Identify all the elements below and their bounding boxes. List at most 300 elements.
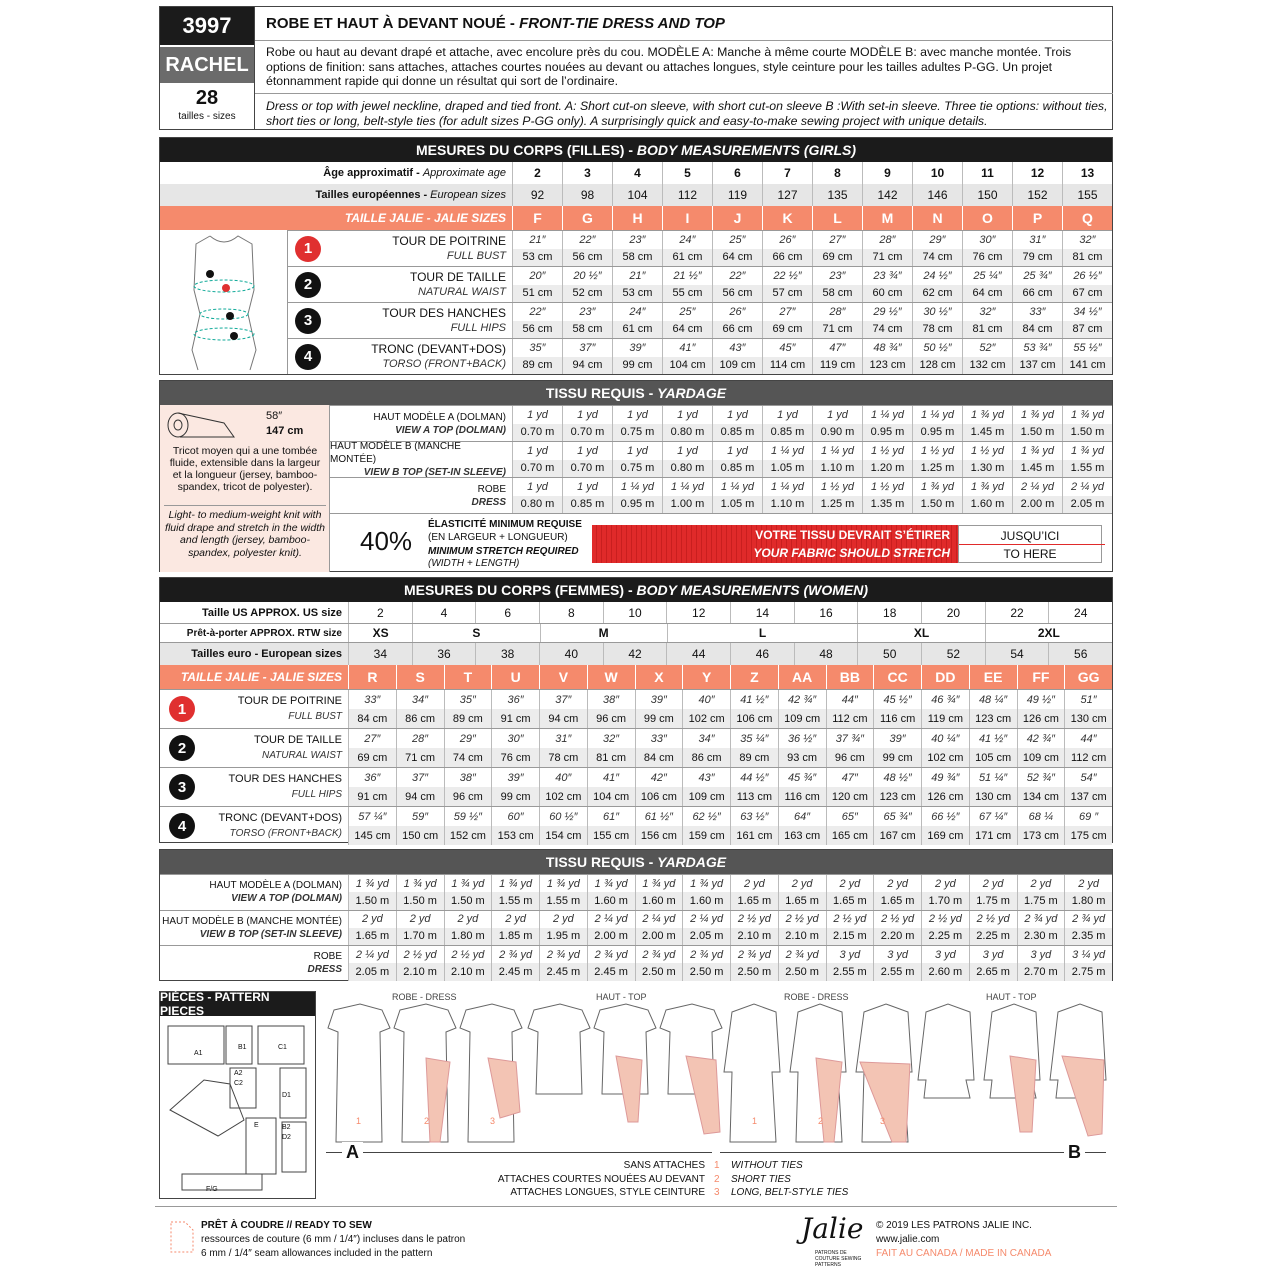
cm-value: 93 cm — [779, 748, 826, 767]
inch-value: 32″ — [1079, 233, 1096, 246]
measure-label — [204, 807, 348, 845]
cm-value: 130 cm — [1065, 709, 1112, 728]
m-value: 1.80 m — [445, 928, 492, 945]
yd-value: 2 ¼ yd — [1070, 480, 1105, 493]
measure-cell — [1064, 729, 1112, 767]
top-label-a: HAUT - TOP — [596, 992, 647, 1002]
measure-cell — [862, 231, 912, 266]
description-en: Dress or top with jewel neckline, draped and tied front. A: Short cut-on sleeve, with short cut-on sleeve B :With set-in sleeve. Three tie options: without ties, short ties or long, belt-style ties (for adult sizes P-GG only). A surprisingly quick and easy-to-make sewing project with unique details. — [266, 99, 1108, 128]
us-size-cell: 10 — [603, 602, 667, 623]
m-value: 2.00 m — [636, 928, 683, 945]
measure-cell — [444, 768, 492, 806]
inch-value: 69 ″ — [1079, 810, 1099, 823]
inch-value: 29 ½″ — [873, 305, 902, 318]
fabric-info — [160, 405, 330, 572]
cm-value: 81 cm — [588, 748, 635, 767]
measure-cell — [662, 303, 712, 338]
age-cell: 3 — [562, 162, 612, 184]
inch-value: 40″ — [698, 693, 715, 706]
euro-cell: 135 — [812, 184, 862, 206]
measure-cell — [562, 339, 612, 374]
legend-en: LONG, BELT-STYLE TIES — [731, 1187, 849, 1198]
m-value: 1.30 m — [963, 460, 1012, 478]
pattern-piece-label: C2 — [234, 1080, 243, 1087]
yardage-cell — [562, 442, 612, 477]
women-yardage — [159, 849, 1113, 981]
measure-cell — [1062, 303, 1112, 338]
measure-cell — [1062, 339, 1112, 374]
measure-cell — [512, 339, 562, 374]
measure-cell — [612, 267, 662, 302]
euro-size-cell: 54 — [985, 643, 1049, 665]
measure-cell — [1017, 729, 1065, 767]
women-yardage-title: TISSU REQUIS - YARDAGE — [160, 850, 1112, 874]
cm-value: 173 cm — [1018, 826, 1065, 845]
website[interactable]: www.jalie.com — [876, 1234, 940, 1245]
measure-cell — [969, 807, 1017, 845]
euro-cell: 127 — [762, 184, 812, 206]
m-value: 0.70 m — [563, 424, 612, 442]
inch-value: 33″ — [364, 693, 381, 706]
legend-number: 1 — [714, 1160, 720, 1171]
measure-cell — [512, 303, 562, 338]
measure-cell — [762, 267, 812, 302]
cm-value: 56 cm — [513, 321, 562, 339]
cm-value: 55 cm — [663, 285, 712, 303]
inch-value: 44 ½″ — [740, 771, 769, 784]
inch-value: 48 ¼″ — [978, 693, 1008, 706]
yardage-name-fr: HAUT MODÈLE A (DOLMAN) — [209, 880, 342, 892]
pattern-piece-icon — [169, 1220, 195, 1254]
yardage-cell — [778, 946, 826, 981]
m-value: 1.65 m — [874, 892, 921, 909]
yd-value: 2 ½ yd — [976, 913, 1010, 926]
legend-fr: SANS ATTACHES — [623, 1160, 705, 1171]
inch-value: 67 ¼″ — [978, 810, 1008, 823]
measure-cell — [539, 768, 587, 806]
fabric-width-cm: 147 cm — [266, 425, 304, 437]
inch-value: 36″ — [364, 771, 381, 784]
m-value: 1.50 m — [445, 892, 492, 909]
cm-value: 91 cm — [349, 787, 396, 806]
yd-value: 3 yd — [982, 948, 1004, 961]
measure-cell — [812, 339, 862, 374]
measure-cell — [1064, 690, 1112, 728]
rtw-size-cell: 2XL — [985, 624, 1112, 642]
yardage-cell — [826, 911, 874, 946]
yd-value: 2 ¾ yd — [499, 948, 533, 961]
m-value: 1.70 m — [922, 892, 969, 909]
inch-value: 65″ — [841, 810, 858, 823]
yardage-cell — [612, 406, 662, 441]
age-cell: 11 — [962, 162, 1012, 184]
inch-value: 29″ — [929, 233, 946, 246]
yardage-cell — [491, 946, 539, 981]
yardage-cell — [587, 875, 635, 910]
yardage-cell — [1062, 442, 1112, 477]
measure-name-fr: TOUR DES HANCHES — [382, 305, 506, 320]
measure-cell — [1012, 303, 1062, 338]
inch-value: 57 ¼″ — [358, 810, 387, 823]
cm-value: 171 cm — [970, 826, 1017, 845]
m-value: 2.00 m — [588, 928, 635, 945]
rtw-size-cell: XL — [857, 624, 984, 642]
us-size-cell: 8 — [539, 602, 603, 623]
euro-size-cell: 34 — [348, 643, 412, 665]
yardage-cell — [682, 911, 730, 946]
m-value: 0.70 m — [513, 460, 562, 478]
measure-name-fr: TOUR DE POITRINE — [237, 695, 342, 707]
m-value: 1.35 m — [863, 496, 912, 514]
measure-cell — [539, 729, 587, 767]
measure-cell — [1062, 231, 1112, 266]
yd-value: 2 yd — [934, 877, 956, 890]
measure-number-badge: 1 — [295, 236, 321, 262]
measure-cell — [873, 807, 921, 845]
inch-value: 64″ — [794, 810, 811, 823]
cm-value: 86 cm — [683, 748, 730, 767]
cm-value: 71 cm — [397, 748, 444, 767]
yardage-cell — [539, 875, 587, 910]
garment-illustrations — [320, 1002, 1113, 1162]
m-value: 0.95 m — [613, 496, 662, 514]
inch-value: 60″ — [507, 810, 524, 823]
euro-label — [160, 184, 512, 206]
yd-value: 2 ½ yd — [928, 913, 962, 926]
m-value: 2.45 m — [540, 963, 587, 980]
cm-value: 159 cm — [683, 826, 730, 845]
inch-value: 37″ — [579, 341, 596, 354]
yardage-cell — [862, 442, 912, 477]
girls-measurements — [159, 137, 1113, 375]
allowance-fr: ressources de couture (6 mm / 1/4″) incluses dans le patron — [201, 1234, 466, 1245]
yardage-cell — [962, 406, 1012, 441]
yd-value: 1 yd — [527, 408, 548, 421]
jalie-size-cell: Z — [730, 665, 778, 689]
m-value: 1.65 m — [827, 892, 874, 909]
m-value: 1.50 m — [1013, 424, 1062, 442]
pattern-pieces — [159, 991, 316, 1199]
measure-cell — [348, 690, 396, 728]
yardage-cell — [1017, 911, 1065, 946]
m-value: 1.50 m — [397, 892, 444, 909]
jalie-size-label: TAILLE JALIE - JALIE SIZES — [180, 670, 342, 684]
cm-value: 74 cm — [913, 249, 962, 267]
m-value: 1.65 m — [779, 892, 826, 909]
rtw-size-cell: XS — [348, 624, 412, 642]
copyright: © 2019 LES PATRONS JALIE INC. — [876, 1220, 1032, 1231]
yd-value: 2 yd — [552, 913, 574, 926]
measure-number-badge: 2 — [169, 735, 195, 761]
inch-value: 59 ½″ — [453, 810, 483, 823]
measure-name-en: FULL HIPS — [450, 321, 506, 334]
yardage-cell — [873, 875, 921, 910]
yardage-label — [330, 478, 512, 513]
m-value: 2.05 m — [683, 928, 730, 945]
cm-value: 64 cm — [963, 285, 1012, 303]
cm-value: 84 cm — [349, 709, 396, 728]
inch-value: 65 ¾″ — [883, 810, 912, 823]
euro-cell: 98 — [562, 184, 612, 206]
measure-cell — [612, 339, 662, 374]
m-value: 1.60 m — [683, 892, 730, 909]
yardage-cell — [539, 911, 587, 946]
inch-value: 25 ¾″ — [1023, 269, 1052, 282]
yd-value: 2 ½ yd — [403, 948, 437, 961]
cm-value: 91 cm — [492, 709, 539, 728]
measure-cell — [826, 729, 874, 767]
measure-cell — [862, 339, 912, 374]
yd-value: 1 ¾ yd — [594, 877, 628, 890]
cm-value: 51 cm — [513, 285, 562, 303]
age-cell: 8 — [812, 162, 862, 184]
inch-value: 23″ — [629, 233, 646, 246]
measure-cell — [778, 729, 826, 767]
m-value: 0.85 m — [563, 496, 612, 514]
yardage-cell — [491, 911, 539, 946]
garment-number: 2 — [424, 1116, 430, 1126]
measure-name-fr: TOUR DE TAILLE — [409, 269, 506, 284]
cm-value: 167 cm — [874, 826, 921, 845]
jalie-size-cell: EE — [969, 665, 1017, 689]
yardage-cell — [587, 911, 635, 946]
inch-value: 35 ¼″ — [740, 732, 769, 745]
yd-value: 2 ¾ yd — [1024, 913, 1058, 926]
inch-value: 40″ — [555, 771, 572, 784]
m-value: 0.75 m — [613, 460, 662, 478]
measure-cell — [1012, 231, 1062, 266]
m-value: 0.95 m — [863, 424, 912, 442]
yd-value: 2 ½ yd — [833, 913, 867, 926]
garment-number: 1 — [752, 1116, 758, 1126]
dress-label-b: ROBE - DRESS — [784, 992, 849, 1002]
inch-value: 59″ — [412, 810, 429, 823]
yardage-label — [160, 946, 348, 981]
m-value: 2.25 m — [970, 928, 1017, 945]
inch-value: 45 ¾″ — [787, 771, 817, 784]
m-value: 1.60 m — [963, 496, 1012, 514]
us-size-cell: 12 — [666, 602, 730, 623]
yd-value: 1 ½ yd — [870, 480, 905, 493]
body-figure — [160, 230, 288, 374]
measure-cell — [635, 690, 683, 728]
cm-value: 116 cm — [779, 787, 826, 806]
rtw-size-cell: M — [540, 624, 667, 642]
cm-value: 96 cm — [445, 787, 492, 806]
cm-value: 145 cm — [349, 826, 396, 845]
yardage-cell — [512, 442, 562, 477]
inch-value: 35″ — [459, 693, 476, 706]
cm-value: 169 cm — [922, 826, 969, 845]
inch-value: 62 ½″ — [692, 810, 721, 823]
inch-value: 24″ — [629, 305, 646, 318]
measure-cell — [587, 690, 635, 728]
age-cell: 13 — [1062, 162, 1112, 184]
cm-value: 61 cm — [613, 321, 662, 339]
yd-value: 1 ¾ yd — [1020, 444, 1055, 457]
inch-value: 50 ½″ — [923, 341, 952, 354]
yd-value: 2 ¼ yd — [355, 948, 389, 961]
jalie-size-cell: J — [712, 206, 762, 230]
jalie-size-cell: GG — [1064, 665, 1112, 689]
yardage-cell — [512, 478, 562, 513]
yd-value: 1 ¼ yd — [870, 408, 905, 421]
cm-value: 71 cm — [863, 249, 912, 267]
euro-cell: 150 — [962, 184, 1012, 206]
yardage-cell — [730, 911, 778, 946]
yardage-cell — [444, 875, 492, 910]
cm-value: 112 cm — [827, 709, 874, 728]
us-size-cell: 6 — [475, 602, 539, 623]
cm-value: 104 cm — [663, 357, 712, 375]
legend-en: SHORT TIES — [731, 1173, 791, 1185]
measure-cell — [1012, 339, 1062, 374]
age-label — [160, 162, 512, 184]
measure-cell — [762, 303, 812, 338]
measure-cell — [396, 690, 444, 728]
measure-cell — [712, 231, 762, 266]
pattern-piece-label: D2 — [282, 1134, 291, 1141]
cm-value: 105 cm — [970, 748, 1017, 767]
measure-cell — [1062, 267, 1112, 302]
measure-cell — [969, 768, 1017, 806]
jalie-size-cell: F — [512, 206, 562, 230]
euro-cell: 142 — [862, 184, 912, 206]
age-cell: 9 — [862, 162, 912, 184]
inch-value: 27″ — [779, 305, 796, 318]
m-value: 1.25 m — [813, 496, 862, 514]
jalie-size-cell: W — [587, 665, 635, 689]
cm-value: 102 cm — [922, 748, 969, 767]
stretch-fr2: (EN LARGEUR + LONGUEUR) — [428, 532, 568, 543]
yardage-cell — [912, 478, 962, 513]
inch-value: 40 ¼″ — [931, 732, 960, 745]
cm-value: 64 cm — [663, 321, 712, 339]
yardage-cell — [396, 946, 444, 981]
cm-value: 134 cm — [1018, 787, 1065, 806]
jalie-size-cell: O — [962, 206, 1012, 230]
inch-value: 22″ — [729, 269, 746, 282]
inch-value: 22″ — [529, 305, 546, 318]
cm-value: 114 cm — [763, 357, 812, 375]
jalie-size-cell: BB — [826, 665, 874, 689]
yd-value: 1 ¾ yd — [1070, 444, 1105, 457]
measure-cell — [512, 231, 562, 266]
cm-value: 126 cm — [1018, 709, 1065, 728]
cm-value: 116 cm — [874, 709, 921, 728]
measure-cell — [921, 807, 969, 845]
m-value: 1.75 m — [1018, 892, 1065, 909]
yardage-cell — [826, 946, 874, 981]
inch-value: 43″ — [698, 771, 715, 784]
yd-value: 1 yd — [627, 444, 648, 457]
cm-value: 99 cm — [874, 748, 921, 767]
inch-value: 32″ — [603, 732, 620, 745]
yardage-row — [160, 945, 1112, 981]
cm-value: 79 cm — [1013, 249, 1062, 267]
age-cell: 4 — [612, 162, 662, 184]
m-value: 1.45 m — [963, 424, 1012, 442]
measure-cell — [778, 690, 826, 728]
m-value: 2.00 m — [1013, 496, 1062, 514]
measure-cell — [912, 231, 962, 266]
inch-value: 34″ — [698, 732, 715, 745]
measure-cell — [635, 768, 683, 806]
measure-cell — [873, 729, 921, 767]
cm-value: 109 cm — [683, 787, 730, 806]
inch-value: 61″ — [603, 810, 620, 823]
inch-value: 38″ — [603, 693, 620, 706]
yd-value: 2 ¼ yd — [594, 913, 628, 926]
cm-value: 74 cm — [445, 748, 492, 767]
yd-value: 2 yd — [791, 877, 813, 890]
measure-cell — [873, 690, 921, 728]
measure-cell — [587, 807, 635, 845]
measure-cell — [491, 768, 539, 806]
jalie-size-cell: FF — [1017, 665, 1065, 689]
measure-number-cell — [288, 267, 328, 302]
cm-value: 123 cm — [874, 787, 921, 806]
yardage-cell — [444, 911, 492, 946]
view-b-letter: B — [1064, 1142, 1085, 1163]
measure-cell — [812, 231, 862, 266]
yd-value: 3 yd — [839, 948, 861, 961]
cm-value: 130 cm — [970, 787, 1017, 806]
inch-value: 66 ½″ — [931, 810, 960, 823]
yardage-cell — [712, 442, 762, 477]
measure-cell — [587, 729, 635, 767]
inch-value: 43″ — [729, 341, 746, 354]
age-label-en: Approximate age — [422, 167, 506, 179]
yd-value: 1 yd — [777, 408, 798, 421]
measure-cell — [826, 807, 874, 845]
cm-value: 56 cm — [563, 249, 612, 267]
girls-yardage-title: TISSU REQUIS - YARDAGE — [160, 381, 1112, 405]
stretch-section — [330, 513, 1112, 572]
measure-name-fr: TRONC (DEVANT+DOS) — [371, 341, 506, 356]
inch-value: 41″ — [679, 341, 696, 354]
yardage-cell — [778, 911, 826, 946]
m-value: 1.55 m — [540, 892, 587, 909]
yd-value: 2 ½ yd — [881, 913, 915, 926]
inch-value: 28″ — [829, 305, 846, 318]
garment-number: 3 — [490, 1116, 496, 1126]
euro-size-cell: 46 — [730, 643, 794, 665]
yd-value: 2 ½ yd — [785, 913, 819, 926]
measure-label — [204, 690, 348, 728]
yd-value: 2 yd — [743, 877, 765, 890]
m-value: 1.85 m — [492, 928, 539, 945]
yd-value: 2 ¼ yd — [690, 913, 724, 926]
measure-cell — [396, 729, 444, 767]
m-value: 1.00 m — [663, 496, 712, 514]
women-measure-row — [160, 689, 1112, 728]
yardage-row — [160, 874, 1112, 910]
yardage-cell — [962, 478, 1012, 513]
measure-cell — [778, 768, 826, 806]
stretch-en2: (WIDTH + LENGTH) — [428, 558, 520, 569]
yardage-cell — [662, 406, 712, 441]
cm-value: 132 cm — [963, 357, 1012, 375]
measure-cell — [873, 768, 921, 806]
yardage-cell — [635, 946, 683, 981]
us-size-cell: 24 — [1048, 602, 1112, 623]
pattern-piece-label: D1 — [282, 1092, 291, 1099]
measure-cell — [348, 807, 396, 845]
cm-value: 84 cm — [1013, 321, 1062, 339]
us-size-cell: 4 — [412, 602, 476, 623]
women-measurements — [159, 577, 1113, 843]
